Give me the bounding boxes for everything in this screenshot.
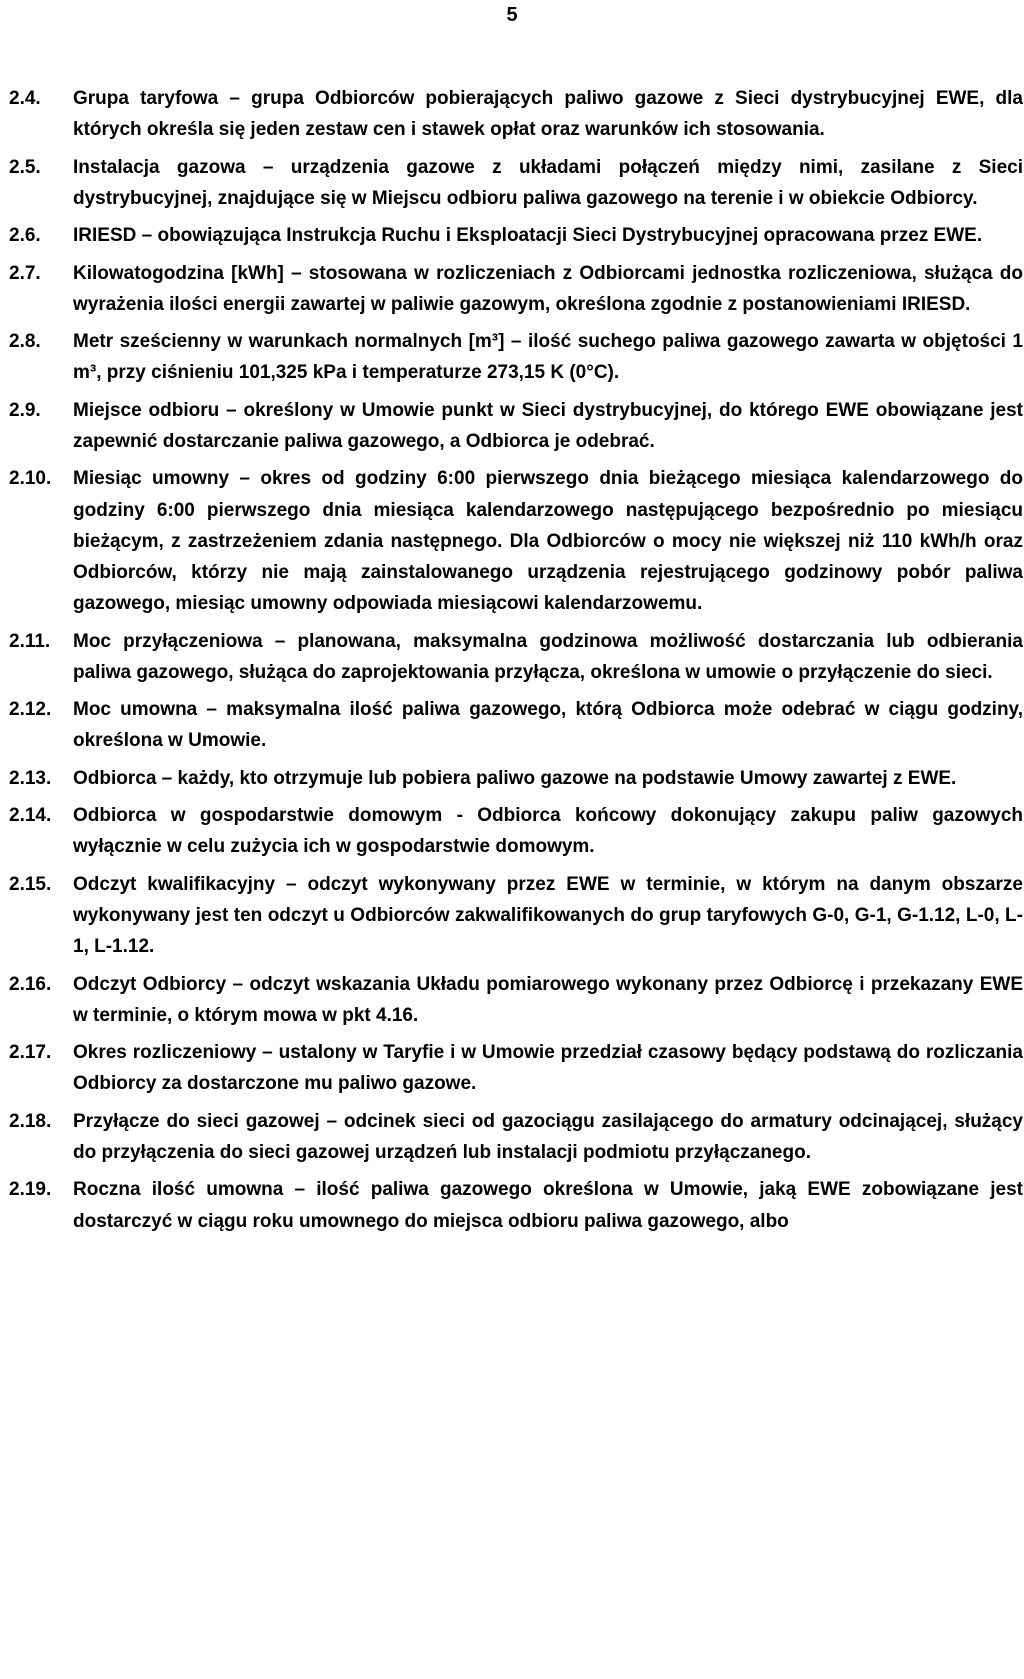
definition-text: Miejsce odbioru – określony w Umowie punkt w Sieci dystrybucyjnej, do którego EWE obowiązane jest zapewnić dostarczanie paliwa gazowego, a Odbiorca je odebrać. [73,399,1023,452]
definition-item [0,326,1023,388]
definitions-list [0,83,1024,1237]
definition-number: 2.10. [9,468,52,490]
definition-item [0,152,1023,214]
definition-number: 2.11. [9,630,51,652]
definition-number: 2.15. [9,873,52,895]
definition-number: 2.6. [9,225,41,247]
definition-number: 2.8. [9,331,41,353]
definition-text: Odbiorca w gospodarstwie domowym - Odbiorca końcowy dokonujący zakupu paliw gazowych wyłącznie w celu zużycia ich w gospodarstwie domowym. [73,805,1023,858]
definition-number: 2.13. [9,767,52,789]
definition-item [0,969,1023,1031]
definition-text: Grupa taryfowa – grupa Odbiorców pobierających paliwo gazowe z Sieci dystrybucyjnej EWE, dla których określa się jeden zestaw cen i stawek opłat oraz warunków ich stosowania. [73,88,1023,141]
definition-item [0,220,1023,251]
definition-text: Roczna ilość umowna – ilość paliwa gazowego określona w Umowie, jaką EWE zobowiązane jest dostarczyć w ciągu roku umownego do miejsca odbioru paliwa gazowego, albo [73,1179,1023,1232]
definition-text: Okres rozliczeniowy – ustalony w Taryfie i w Umowie przedział czasowy będący podstawą do rozliczania Odbiorcy za dostarczone mu paliwo gazowe. [73,1042,1023,1095]
page-number: 5 [506,4,518,26]
definition-text: Odczyt Odbiorcy – odczyt wskazania Układu pomiarowego wykonany przez Odbiorcę i przekazany EWE w terminie, o którym mowa w pkt 4.16. [73,973,1023,1026]
definition-number: 2.19. [9,1179,52,1201]
definition-number: 2.16. [9,973,52,995]
definition-item [0,83,1023,145]
definition-text: Instalacja gazowa – urządzenia gazowe z układami połączeń między nimi, zasilane z Sieci dystrybucyjnej, znajdujące się w Miejscu odbioru paliwa gazowego na terenie i w obiekcie Odbiorcy. [73,156,1023,209]
definition-number: 2.5. [9,156,41,178]
definition-number: 2.18. [9,1110,52,1132]
definition-text: IRIESD – obowiązująca Instrukcja Ruchu i Eksploatacji Sieci Dystrybucyjnej opracowana przez EWE. [73,225,983,247]
definition-item [0,800,1023,862]
definition-number: 2.4. [9,88,41,109]
definition-item [0,258,1023,320]
definition-text: Odczyt kwalifikacyjny – odczyt wykonywany przez EWE w terminie, w którym na danym obszarze wykonywany jest ten odczyt u Odbiorców zakwalifikowanych do grup taryfowych G-0, G-1, G-1.12, L-0, L-1, L-1.12. [73,873,1023,958]
definition-text: Przyłącze do sieci gazowej – odcinek sieci od gazociągu zasilającego do armatury odcinającej, służący do przyłączenia do sieci gazowej urządzeń lub instalacji podmiotu przyłączanego. [73,1110,1023,1163]
definition-number: 2.7. [9,262,41,284]
definition-item [0,869,1023,963]
definition-text: Miesiąc umowny – okres od godziny 6:00 pierwszego dnia bieżącego miesiąca kalendarzowego do godziny 6:00 pierwszego dnia miesiąca kalendarzowego następującego bezpośrednio po miesiącu bieżącym, z zastrzeżeniem zdania następnego. Dla Odbiorców o mocy nie większej niż 110 kWh/h oraz Odbiorców, którzy nie mają zainstalowanego urządzenia rejestrującego godzinowy pobór paliwa gazowego, miesiąc umowny odpowiada miesiącowi kalendarzowemu. [73,468,1023,615]
definition-item [0,1174,1023,1236]
definition-item [0,763,1023,794]
definition-text: Odbiorca – każdy, kto otrzymuje lub pobiera paliwo gazowe na podstawie Umowy zawartej z EWE. [73,767,957,789]
definition-number: 2.9. [9,399,41,421]
definition-item [0,1106,1023,1168]
definition-item [0,395,1023,457]
definition-number: 2.17. [9,1042,52,1064]
definition-text: Metr sześcienny w warunkach normalnych [m³] – ilość suchego paliwa gazowego zawarta w objętości 1 m³, przy ciśnieniu 101,325 kPa i temperaturze 273,15 K (0°C). [73,331,1023,384]
definition-number: 2.14. [9,805,52,827]
definition-text: Kilowatogodzina [kWh] – stosowana w rozliczeniach z Odbiorcami jednostka rozliczeniowa, służąca do wyrażenia ilości energii zawartej w paliwie gazowym, określona zgodnie z postanowieniami IRIESD. [73,262,1023,315]
definition-item [0,626,1023,688]
definition-text: Moc przyłączeniowa – planowana, maksymalna godzinowa możliwość dostarczania lub odbierania paliwa gazowego, służąca do zaprojektowania przyłącza, określona w umowie o przyłączenie do sieci. [73,630,1023,683]
definition-item [0,694,1023,756]
definition-item [0,1037,1023,1099]
definition-text: Moc umowna – maksymalna ilość paliwa gazowego, którą Odbiorca może odebrać w ciągu godziny, określona w Umowie. [73,699,1023,752]
definition-item [0,463,1023,619]
definition-number: 2.12. [9,699,52,721]
